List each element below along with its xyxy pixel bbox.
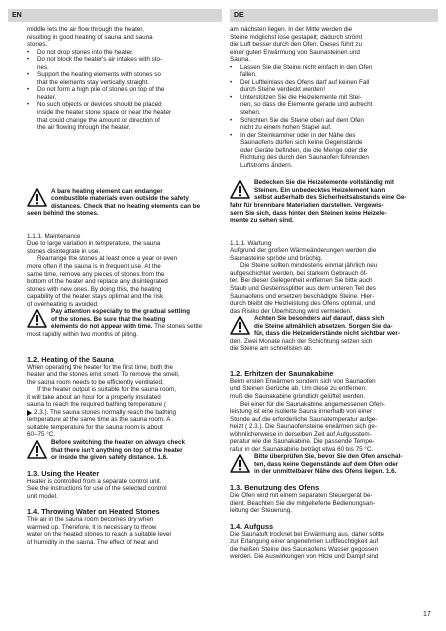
warning-note bbox=[27, 439, 218, 462]
language-tab-en: EN bbox=[8, 9, 222, 22]
text-line: Die Ofen wird mit einem separaten Steuergerät be- bbox=[230, 491, 373, 499]
text-line: resulting in good heating of sauna and sauna bbox=[27, 33, 153, 41]
list-item: • Lassen Sie die Steine nicht einfach in den Ofen bbox=[230, 64, 425, 72]
text-line: temperature at the same time as the sauna room. A bbox=[27, 416, 171, 424]
list-item-cont: nes. bbox=[37, 63, 49, 71]
list-item-cont: Saunaofens dürfen sich keine Gegenstände bbox=[240, 139, 363, 147]
text-line: sauna to reach the required bathing temperature ( bbox=[27, 401, 166, 409]
text-line: Pay attention especially to the gradual settling bbox=[51, 308, 190, 316]
list-item: • Schichten Sie die Steine oben auf dem Ofen bbox=[230, 117, 425, 125]
section-title: 1.1.1. Wartung bbox=[230, 239, 272, 247]
text-line: 2.3.). The sauna stones normally reach the bathing bbox=[27, 409, 218, 417]
text-line: einer guten Erwärmung von Saunasteinen und bbox=[230, 48, 360, 56]
text-line: Bedecken Sie die Heizelemente vollständig mit bbox=[254, 179, 394, 187]
text-line: The air in the sauna room becomes dry when bbox=[27, 516, 154, 524]
text-line: combustible materials even outside the safety bbox=[51, 195, 189, 203]
text-line: zur Erlangung einer angenehmen Luftfeuchtigkeit auf bbox=[230, 538, 379, 546]
list-item-cont: oder Geräte befinden, die die Menge oder die bbox=[240, 146, 368, 154]
text-line: werden. Die Auswirkungen von Hitze und Dampf sind bbox=[230, 553, 379, 561]
arrow-icon bbox=[27, 410, 32, 416]
text-line: wöhnlicherweise in derselben Zeit auf Aufgusstem- bbox=[230, 430, 372, 438]
text-line: aufgeschichtet werden, bei starkem Gebrauch öf- bbox=[230, 269, 368, 277]
text-line: stones. bbox=[27, 41, 48, 49]
text-line: heizt ( 2.3.). Die Saunaofensteine erwärmen sich ge- bbox=[230, 423, 378, 431]
text-line: Steinen. Ein unbedecktes Heizelement kann bbox=[254, 186, 386, 194]
section-title: 1.3. Benutzung des Ofens bbox=[230, 482, 320, 492]
text-line: Rearrange the stones at least once a year or even bbox=[37, 255, 178, 263]
text-line: Die Saunaluft trocknet bei Erwärmung aus, daher sollte bbox=[230, 530, 385, 538]
text-line: Aufgrund der großen Wärmeänderungen werden die bbox=[230, 247, 377, 255]
list-item-cont: that the elements stay vertically straight. bbox=[37, 78, 149, 86]
text-line: fahr für brennbare Materialien darstellen. Vergewis- bbox=[230, 202, 384, 210]
section-title: 1.1.1. Maintenance bbox=[27, 232, 81, 240]
text-line: muß die Saunakabine gründlich gelüftet werden. bbox=[230, 392, 366, 400]
section-title: 1.3. Using the Heater bbox=[27, 468, 100, 478]
text-line: of humidity in the sauna. The effect of heat and bbox=[27, 538, 159, 546]
text-line: 60–75 °C. bbox=[27, 431, 56, 439]
warning-text: elements do not appear with time. bbox=[51, 323, 153, 331]
text-line: ter. Bei dieser Gelegenheit entfernen Sie bitte auch bbox=[230, 277, 373, 285]
warning-note bbox=[27, 308, 218, 323]
text-line: selbst außerhalb des Sicherheitsabstands eine Ge- bbox=[254, 194, 407, 202]
page-number: 17 bbox=[423, 611, 431, 618]
text-line: of the stones. Be sure that the heating bbox=[51, 315, 166, 323]
list-item: • Unterstützen Sie die Heizelemente mit Stei- bbox=[230, 94, 425, 102]
list-item-cont: the air flowing through the heater. bbox=[37, 124, 131, 132]
stone-bullets bbox=[230, 64, 425, 170]
text-line: capability of the heater stays optimal and the risk bbox=[27, 293, 164, 301]
list-item: • Do not drop stones into the heater. bbox=[27, 49, 218, 57]
text-line: stones with new ones. By doing this, the heating bbox=[27, 285, 162, 293]
text-line: that there isn't anything on top of the heater bbox=[51, 446, 183, 454]
list-item: • In der Steinkammer oder in der Nähe des bbox=[230, 132, 425, 140]
list-item: • Do not form a high pile of stones on top of the bbox=[27, 86, 218, 94]
language-tab-de: DE bbox=[230, 9, 438, 22]
text-line: die Steine am schnellsten ab. bbox=[230, 345, 313, 353]
text-line: Heater is controlled from a separate control unit. bbox=[27, 477, 162, 485]
text-line: Before switching the heater on always check bbox=[51, 438, 186, 446]
text-line: die Luft besser durch den Ofen. Dieses führt zu bbox=[230, 41, 362, 49]
text-line: unit model. bbox=[27, 492, 58, 500]
section-title: 1.2. Erhitzen der Saunakabine bbox=[230, 368, 334, 378]
english-column bbox=[27, 26, 218, 546]
section-title: 1.4. Throwing Water on Heated Stones bbox=[27, 507, 160, 517]
list-item-cont: nen, so dass die Elemente gerade und aufrecht bbox=[240, 101, 373, 109]
text-line: und Steinen Gerüche ab. Um diese zu entfernen, bbox=[230, 385, 367, 393]
text-line: When operating the heater for the first time, both the bbox=[27, 363, 173, 371]
text-line: den. Zwei Monate nach der Schichtung setzen sich bbox=[230, 337, 373, 345]
warning-icon bbox=[27, 440, 47, 459]
list-item-cont: durch Steine verdeckt werden! bbox=[240, 86, 326, 94]
text-line: Die Steine sollten mindestens einmal jährlich neu bbox=[240, 262, 378, 270]
text-line: Beim ersten Erwärmen sondern sich von Saunaofen bbox=[230, 377, 376, 385]
text-line: the sauna room needs to be efficiently ventilated. bbox=[27, 378, 164, 386]
warning-icon bbox=[27, 309, 47, 328]
warning-note bbox=[230, 453, 425, 476]
warning-icon bbox=[230, 180, 250, 199]
list-item: • Support the heating elements with stones so bbox=[27, 71, 218, 79]
text-line: The stones settle bbox=[154, 323, 203, 331]
text-line: dient. Beachten Sie die mitgelieferte Bedienungsan- bbox=[230, 499, 375, 507]
text-line: Steine möglichst lose gestapelt; dadurch strömt bbox=[230, 33, 363, 41]
text-line: leistung ist eine isolierte Sauna innerhalb von einer bbox=[230, 408, 373, 416]
list-item-cont: Richtung des durch den Saunaofen führenden bbox=[240, 154, 369, 162]
text-line: more often if the sauna is in frequent use. At the bbox=[27, 263, 161, 271]
text-line: heater and the stones emit smell. To remove the smell, bbox=[27, 371, 180, 379]
text-line: die heißen Steine des Saunaofens Wasser gegossen bbox=[230, 545, 379, 553]
text-line: Achten Sie besonders auf darauf, dass sich bbox=[254, 315, 385, 323]
text-line: stones disintegrate in use. bbox=[27, 247, 101, 255]
text-line: most rapidly within two months of piling. bbox=[27, 330, 138, 338]
text-line: water on the heated stones to reach a suitable level bbox=[27, 531, 171, 539]
text-line: it will take about an hour for a properly insulated bbox=[27, 393, 161, 401]
text-line: die Steine allmählich absetzen. Sorgen Sie da- bbox=[254, 322, 393, 330]
warning-note bbox=[230, 315, 425, 330]
text-line: mente zu sehen sind. bbox=[230, 217, 294, 225]
text-line: or inside the given safety distance. 1.6. bbox=[51, 454, 168, 462]
section-title: 1.2. Heating of the Sauna bbox=[27, 354, 114, 364]
text-line: Sauna. bbox=[230, 56, 250, 64]
text-line: of overheating is avoided. bbox=[27, 300, 99, 308]
text-line: See the instructions for use of the selected control bbox=[27, 485, 167, 493]
text-line: peratur wie die Saunakabine. Die passende Tempe- bbox=[230, 438, 375, 446]
text-line: durch bleibt die Heizleistung des Ofens optimal, und bbox=[230, 300, 376, 308]
text-line: in der unmittelbarer Nähe des Ofens liegen. 1.6. bbox=[254, 468, 397, 476]
text-line: same time, remove any pieces of stones from the bbox=[27, 270, 165, 278]
text-line: für, dass die Heizwiderstände nicht sichtbar wer- bbox=[254, 330, 400, 338]
text-line: Stunde auf die erforderliche Saunatemperatur aufge- bbox=[230, 415, 378, 423]
text-line: ratur in der Saunakabine beträgt etwa 60 bis 75 °C. bbox=[230, 445, 374, 453]
text-line: suitable temperature for the sauna room is about bbox=[27, 423, 163, 431]
list-item-cont: heater. bbox=[37, 93, 57, 101]
intro-paragraph bbox=[230, 26, 425, 64]
list-item-cont: fallen. bbox=[240, 71, 257, 79]
text-line: am nächsten liegen. In der Mitte werden die bbox=[230, 26, 353, 33]
warning-note bbox=[27, 187, 218, 218]
intro-paragraph bbox=[27, 26, 218, 49]
list-item-cont: stehen. bbox=[240, 109, 261, 117]
text-line: das Risiko der Überhitzung wird vermieden. bbox=[230, 307, 352, 315]
warning-icon bbox=[230, 454, 250, 473]
list-item: • No such objects or devices should be placed bbox=[27, 101, 218, 109]
german-column bbox=[230, 26, 425, 561]
text-line: Bei einer für die Saunakabine angemessenen Ofen- bbox=[240, 400, 385, 408]
text-line: If the heater output is suitable for the sauna room, bbox=[37, 386, 176, 394]
stone-bullets bbox=[27, 49, 218, 132]
text-line: Saunaofens und ersetzen beschädigte Steine. Hier- bbox=[230, 292, 375, 300]
text-line: distances. Check that no heating elements can be bbox=[51, 202, 201, 210]
warning-icon bbox=[27, 188, 47, 207]
text-line: A bare heating element can endanger bbox=[51, 187, 163, 195]
list-item: • Der Luftleinlass des Ofens darf auf keinen Fall bbox=[230, 79, 425, 87]
text-line: bottom of the heater and replace any disintegrated bbox=[27, 278, 168, 286]
text-line: ten, dass keine Gegenstände auf dem Ofen oder bbox=[254, 460, 399, 468]
text-line: Due to large variation in temperature, the sauna bbox=[27, 240, 161, 248]
list-item-cont: that could change the amount or direction of bbox=[37, 116, 160, 124]
text-line: sern Sie sich, dass hinter den Steinen keine Heizele- bbox=[230, 209, 387, 217]
list-item: • Do not block the heater's air intakes with sto- bbox=[27, 56, 218, 64]
text-line: Bitte überprüfen Sie, bevor Sie den Ofen anschal- bbox=[254, 453, 403, 461]
text-line: leitung der Steuerung. bbox=[230, 507, 292, 515]
text-line: warmed up. Therefore, it is necessary to throw bbox=[27, 523, 157, 531]
list-item-cont: Luftstroms ändern. bbox=[240, 161, 293, 169]
text-line: seen behind the stones. bbox=[27, 210, 99, 218]
list-item-cont: nicht zu einem hohen Stapel auf. bbox=[240, 124, 332, 132]
text-line: Staub und Gesteinssplitter aus dem unteren Teil des bbox=[230, 284, 376, 292]
list-item-cont: inside the heater stone space or near the heater bbox=[37, 109, 172, 117]
section-title: 1.4. Aufguss bbox=[230, 521, 274, 531]
warning-note bbox=[230, 179, 425, 224]
text-line: middle lets the air flow through the heater, bbox=[27, 26, 144, 33]
text-line: Saunasteine spröde und brüchig. bbox=[230, 254, 323, 262]
